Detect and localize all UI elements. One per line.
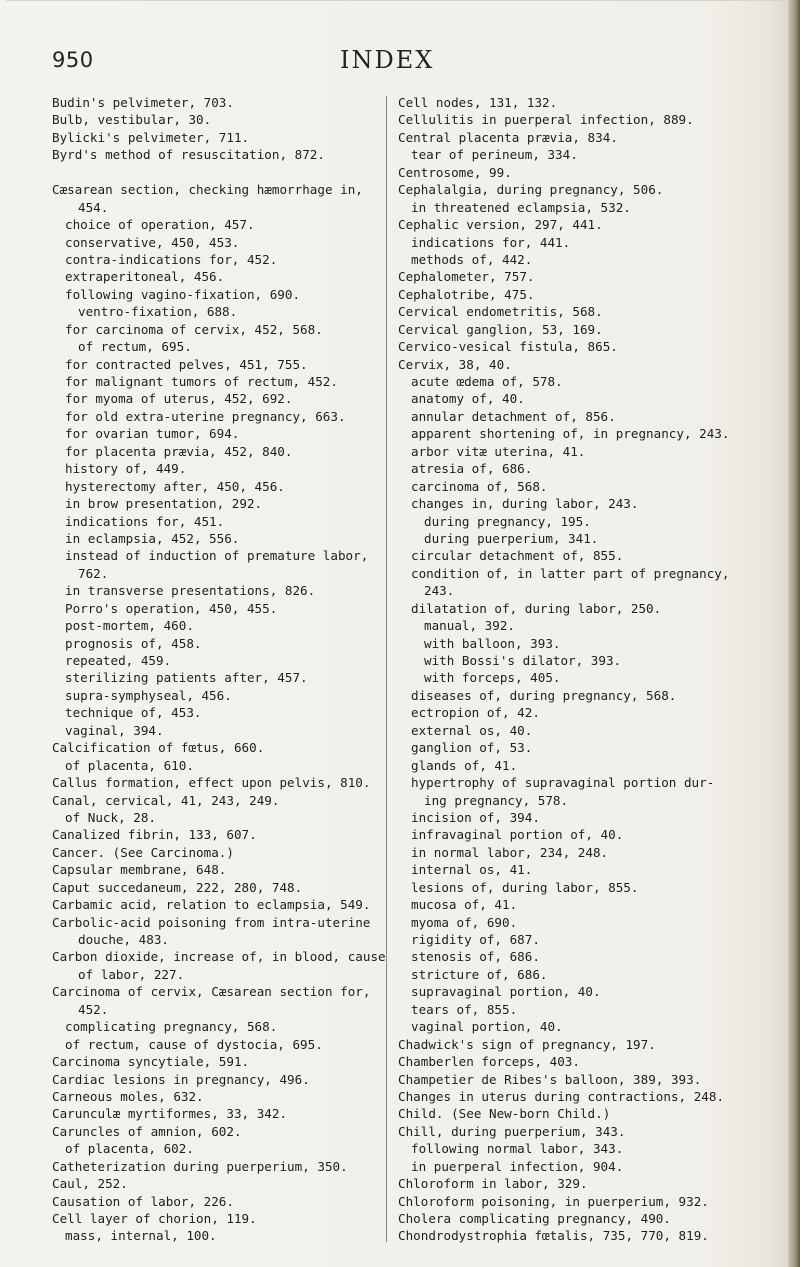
index-subentry: in eclampsia, 452, 556. bbox=[65, 530, 240, 546]
index-subentry: anatomy of, 40. bbox=[411, 391, 525, 407]
index-entry: Carunculæ myrtiformes, 33, 342. bbox=[52, 1106, 288, 1122]
index-entry: Calcification of fœtus, 660. bbox=[52, 740, 265, 756]
index-subentry: manual, 392. bbox=[424, 618, 515, 634]
index-subentry: in brow presentation, 292. bbox=[65, 496, 263, 512]
index-subentry: during puerperium, 341. bbox=[424, 530, 599, 546]
index-subentry: of rectum, 695. bbox=[78, 339, 192, 355]
index-subentry: tears of, 855. bbox=[411, 1001, 518, 1017]
index-entry: Chloroform poisoning, in puerperium, 932. bbox=[398, 1193, 709, 1209]
index-subentry: prognosis of, 458. bbox=[65, 635, 202, 651]
index-subentry: incision of, 394. bbox=[411, 809, 540, 825]
index-entry: Child. (See New-born Child.) bbox=[398, 1106, 611, 1122]
index-subentry: of placenta, 602. bbox=[65, 1141, 194, 1157]
index-entry: Bylicki's pelvimeter, 711. bbox=[52, 129, 250, 145]
index-entry: Cervix, 38, 40. bbox=[398, 356, 512, 372]
index-entry: Cephalometer, 757. bbox=[398, 269, 535, 285]
index-entry: Chadwick's sign of pregnancy, 197. bbox=[398, 1036, 656, 1052]
index-column-left bbox=[52, 94, 386, 1245]
index-subentry: supravaginal portion, 40. bbox=[411, 984, 601, 1000]
index-subentry: infravaginal portion of, 40. bbox=[411, 827, 624, 843]
index-entry: Caul, 252. bbox=[52, 1176, 128, 1192]
index-entry: Cæsarean section, checking hæmorrhage in, bbox=[52, 182, 363, 198]
index-subentry: during pregnancy, 195. bbox=[424, 513, 591, 529]
index-subentry: external os, 40. bbox=[411, 722, 533, 738]
index-subentry: atresia of, 686. bbox=[411, 461, 533, 477]
index-entry: Carcinoma of cervix, Cæsarean section for, bbox=[52, 984, 371, 1000]
index-subentry: 762. bbox=[78, 565, 109, 581]
page-number: 950 bbox=[52, 48, 94, 72]
index-entry: Carbamic acid, relation to eclampsia, 549. bbox=[52, 897, 371, 913]
index-subentry: contra-indications for, 452. bbox=[65, 251, 278, 267]
index-entry: Capsular membrane, 648. bbox=[52, 862, 227, 878]
index-entry: Cervico-vesical fistula, 865. bbox=[398, 339, 618, 355]
index-subentry: of labor, 227. bbox=[78, 966, 185, 982]
index-subentry: apparent shortening of, in pregnancy, 243. bbox=[411, 426, 730, 442]
index-entry: Caruncles of amnion, 602. bbox=[52, 1123, 242, 1139]
index-subentry: conservative, 450, 453. bbox=[65, 234, 240, 250]
index-subentry: for old extra-uterine pregnancy, 663. bbox=[65, 408, 346, 424]
index-entry: Chamberlen forceps, 403. bbox=[398, 1054, 580, 1070]
index-subentry: in threatened eclampsia, 532. bbox=[411, 199, 631, 215]
index-entry: Bulb, vestibular, 30. bbox=[52, 112, 212, 128]
index-subentry: post-mortem, 460. bbox=[65, 618, 194, 634]
index-subentry: 243. bbox=[424, 583, 455, 599]
index-subentry: acute œdema of, 578. bbox=[411, 374, 563, 389]
index-subentry: lesions of, during labor, 855. bbox=[411, 879, 639, 895]
index-subentry: changes in, during labor, 243. bbox=[411, 496, 639, 512]
index-subentry: douche, 483. bbox=[78, 932, 169, 947]
index-entry: Cardiac lesions in pregnancy, 496. bbox=[52, 1071, 310, 1087]
index-subentry: internal os, 41. bbox=[411, 862, 533, 878]
index-subentry: following normal labor, 343. bbox=[411, 1141, 624, 1157]
index-entry: Callus formation, effect upon pelvis, 810. bbox=[52, 775, 371, 791]
column-divider bbox=[386, 96, 387, 1242]
index-entry: Cell layer of chorion, 119. bbox=[52, 1211, 257, 1226]
index-entry: Chloroform in labor, 329. bbox=[398, 1176, 588, 1192]
index-subentry: ventro-fixation, 688. bbox=[78, 304, 238, 320]
index-subentry: diseases of, during pregnancy, 568. bbox=[411, 687, 677, 703]
index-subentry: carcinoma of, 568. bbox=[411, 478, 548, 494]
index-subentry: arbor vitæ uterina, 41. bbox=[411, 443, 586, 459]
index-subentry: Porro's operation, 450, 455. bbox=[65, 600, 278, 616]
index-subentry: choice of operation, 457. bbox=[65, 217, 255, 233]
index-subentry: for malignant tumors of rectum, 452. bbox=[65, 374, 338, 389]
index-entry bbox=[52, 164, 377, 181]
top-edge-rule bbox=[6, 0, 800, 1]
index-subentry: condition of, in latter part of pregnancy, bbox=[411, 565, 730, 581]
book-spine-shadow bbox=[788, 0, 800, 1267]
index-entry: Changes in uterus during contractions, 248. bbox=[398, 1088, 725, 1104]
index-subentry: with Bossi's dilator, 393. bbox=[424, 653, 622, 668]
index-subentry: of placenta, 610. bbox=[65, 757, 194, 773]
index-subentry: ectropion of, 42. bbox=[411, 705, 540, 721]
index-entry: Carbon dioxide, increase of, in blood, cause bbox=[52, 949, 386, 965]
index-entry: Champetier de Ribes's balloon, 389, 393. bbox=[398, 1071, 702, 1087]
index-subentry: myoma of, 690. bbox=[411, 914, 518, 930]
index-subentry: extraperitoneal, 456. bbox=[65, 269, 225, 285]
index-subentry: in transverse presentations, 826. bbox=[65, 583, 316, 599]
page-header bbox=[0, 48, 800, 80]
index-subentry: indications for, 451. bbox=[65, 513, 225, 529]
index-subentry: 452. bbox=[78, 1001, 109, 1017]
index-subentry: in puerperal infection, 904. bbox=[411, 1158, 624, 1174]
index-subentry: circular detachment of, 855. bbox=[411, 548, 624, 564]
index-subentry: rigidity of, 687. bbox=[411, 932, 540, 947]
index-subentry: indications for, 441. bbox=[411, 234, 571, 250]
index-subentry: hysterectomy after, 450, 456. bbox=[65, 478, 285, 494]
index-entry: Central placenta prævia, 834. bbox=[398, 129, 618, 145]
index-entry: Causation of labor, 226. bbox=[52, 1193, 234, 1209]
index-entry: Carcinoma syncytiale, 591. bbox=[52, 1054, 250, 1070]
index-entry: Centrosome, 99. bbox=[398, 164, 512, 180]
index-subentry: tear of perineum, 334. bbox=[411, 147, 578, 163]
index-entry: Cholera complicating pregnancy, 490. bbox=[398, 1211, 671, 1226]
index-entry: Caput succedaneum, 222, 280, 748. bbox=[52, 879, 303, 895]
index-column-right bbox=[398, 94, 783, 1245]
index-entry: Canal, cervical, 41, 243, 249. bbox=[52, 792, 280, 808]
index-entry: Cell nodes, 131, 132. bbox=[398, 95, 558, 110]
index-entry: Cancer. (See Carcinoma.) bbox=[52, 844, 234, 860]
index-subentry: vaginal portion, 40. bbox=[411, 1019, 563, 1035]
index-entry: Chill, during puerperium, 343. bbox=[398, 1123, 626, 1139]
index-subentry: stenosis of, 686. bbox=[411, 949, 540, 965]
index-subentry: of Nuck, 28. bbox=[65, 809, 156, 825]
index-subentry: instead of induction of premature labor, bbox=[65, 548, 369, 564]
index-subentry: ganglion of, 53. bbox=[411, 740, 533, 756]
index-subentry: in normal labor, 234, 248. bbox=[411, 844, 609, 860]
index-subentry: with balloon, 393. bbox=[424, 635, 561, 651]
index-subentry: for ovarian tumor, 694. bbox=[65, 426, 240, 442]
index-entry: Cervical endometritis, 568. bbox=[398, 304, 603, 320]
index-entry: Budin's pelvimeter, 703. bbox=[52, 95, 234, 110]
index-subentry: sterilizing patients after, 457. bbox=[65, 670, 308, 686]
index-subentry: with forceps, 405. bbox=[424, 670, 561, 686]
index-subentry: technique of, 453. bbox=[65, 705, 202, 721]
index-entry: Cephalic version, 297, 441. bbox=[398, 217, 603, 233]
index-entry: Carbolic-acid poisoning from intra-uterine bbox=[52, 914, 371, 930]
index-entry: Cephalotribe, 475. bbox=[398, 286, 535, 302]
index-subentry: methods of, 442. bbox=[411, 251, 533, 267]
index-entry: Cervical ganglion, 53, 169. bbox=[398, 321, 603, 337]
index-entry: Carneous moles, 632. bbox=[52, 1088, 204, 1104]
index-subentry: repeated, 459. bbox=[65, 653, 172, 668]
index-subentry: ing pregnancy, 578. bbox=[424, 792, 569, 808]
index-entry: Canalized fibrin, 133, 607. bbox=[52, 827, 257, 843]
index-subentry: supra-symphyseal, 456. bbox=[65, 687, 232, 703]
index-subentry: mass, internal, 100. bbox=[65, 1228, 217, 1244]
index-subentry: complicating pregnancy, 568. bbox=[65, 1019, 278, 1035]
index-subentry: for carcinoma of cervix, 452, 568. bbox=[65, 321, 323, 337]
index-subentry: mucosa of, 41. bbox=[411, 897, 518, 913]
index-subentry: dilatation of, during labor, 250. bbox=[411, 600, 662, 616]
index-subentry: for contracted pelves, 451, 755. bbox=[65, 356, 308, 372]
index-entry: Cellulitis in puerperal infection, 889. bbox=[398, 112, 694, 128]
index-subentry: stricture of, 686. bbox=[411, 966, 548, 982]
index-subentry: glands of, 41. bbox=[411, 757, 518, 773]
running-head-title: INDEX bbox=[340, 46, 435, 74]
index-subentry: 454. bbox=[78, 199, 109, 215]
index-subentry: for placenta prævia, 452, 840. bbox=[65, 443, 293, 459]
index-subentry: vaginal, 394. bbox=[65, 722, 164, 738]
index-subentry: following vagino-fixation, 690. bbox=[65, 286, 301, 302]
index-entry: Catheterization during puerperium, 350. bbox=[52, 1158, 348, 1174]
index-subentry: hypertrophy of supravaginal portion dur- bbox=[411, 775, 715, 791]
index-entry: Chondrodystrophia fœtalis, 735, 770, 819. bbox=[398, 1228, 709, 1244]
index-subentry: annular detachment of, 856. bbox=[411, 408, 616, 424]
index-subentry: of rectum, cause of dystocia, 695. bbox=[65, 1036, 323, 1052]
index-subentry: history of, 449. bbox=[65, 461, 187, 477]
index-subentry: for myoma of uterus, 452, 692. bbox=[65, 391, 293, 407]
index-entry: Cephalalgia, during pregnancy, 506. bbox=[398, 182, 664, 198]
index-entry: Byrd's method of resuscitation, 872. bbox=[52, 147, 325, 163]
